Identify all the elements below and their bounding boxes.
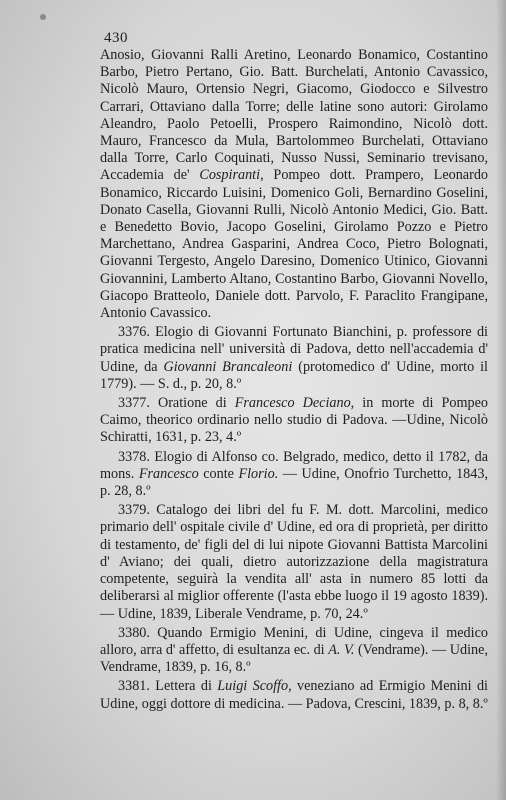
entry-text: Lettera di [149, 678, 218, 695]
continuation-text: Anosio, Giovanni Ralli Aretino, Leonardo Bonamico, Costantino Barbo, Pietro Pertano, Gio. Batt. Burchelati, Antonio Cavassico, Nicolò Mauro, Ortensio Negri, Giacomo, Giodocco e Silvestro Carrari, Ottaviano dalla Torre; delle latine sono autori: Girolamo Aleandro, Paolo Petoelli, Prospero Raimondino, Nicolò dott. Mauro, Francesco da Mula, Bartolommeo Burchelati, Ottaviano dalla Torre, Carlo Coquinati, Nusso Nussi, Seminario trevisano, Accademia de' [100, 47, 488, 184]
entry-text-after: veneziano ad Ermigio Menini di Udine, oggi dottore di medicina. — Padova, Crescini, 1839, p. 8, 8.º [100, 678, 488, 712]
entry-text: Elogio di Giovanni Fortunato Bianchini, p. professore di pratica medicina nell' università di Padova, detto nell'accademia d' Udine, da [100, 324, 488, 375]
entry-text-after: in morte di Pompeo Caimo, theorico ordinario nello studio di Padova. —Udine, Nicolò Schiratti, 1631, p. 23, 4.º [100, 395, 489, 446]
page-body [100, 47, 488, 713]
entry-author-surname: Florio. [238, 465, 279, 482]
catalog-entry-3376 [100, 324, 488, 393]
entry-author: Francesco Deciano, [234, 395, 355, 412]
continuation-paragraph [100, 47, 488, 322]
page-blemish [40, 14, 46, 20]
entry-number: 3378. [118, 448, 150, 465]
entry-number: 3376. [118, 324, 150, 341]
entry-text-mid: conte [198, 465, 239, 482]
entry-text-after: — Udine, Onofrio Turchetto, 1843, p. 28, 8.º [100, 465, 489, 500]
continuation-text-after: , Pompeo dott. Prampero, Leonardo Bonamico, Riccardo Luisini, Domenico Goli, Bernardino Goselini, Donato Casella, Giovanni Rulli, Nicolò Antonio Medici, Gio. Batt. e Benedetto Bovio, Jacopo Goselini, Girolamo Pozzo e Pietro Marchettano, Andrea Gasparini, Andrea Coco, Pietro Bolognati, Giovanni Tergesto, Angelo Daresino, Domenico Utinico, Giovanni Giovannini, Lamberto Altano, Costantino Barbo, Giovanni Novello, Giacopo Bratteolo, Daniele dott. Parvolo, F. Paraclito Frangipane, Antonio Cavassico. [100, 167, 489, 322]
entry-author: Francesco [138, 465, 199, 482]
entry-author: Luigi Scoffo, [217, 678, 292, 695]
entry-number: 3377. [118, 395, 150, 412]
entry-number: 3381. [118, 678, 150, 695]
entry-text-after: (Vendrame). — Udine, Vendrame, 1839, p. 16, 8.º [100, 641, 488, 676]
entry-text: Quando Ermigio Menini, di Udine, cingeva il medico alloro, arra d' affetto, di esultanza ec. di [100, 624, 488, 658]
entry-author: Giovanni Brancaleoni [163, 358, 293, 375]
catalog-entry-3379 [100, 502, 488, 622]
catalog-entry-3380 [100, 625, 488, 677]
entry-text: Catalogo dei libri del fu F. M. dott. Marcolini, medico primario dell' ospitale civile d' Udine, ed ora di proprietà, per diritto di testamento, de' figli del di lui nipote Giovanni Battista Marcolini d' Aviano; dei quali, dietro autorizzazione della magistratura competente, seguirà la vendita all' asta in numero 85 lotti da deliberarsi al miglior offerente (l'asta ebbe luogo il 19 agosto 1839). — Udine, 1839, Liberale Vendrame, p. 70, 24.º [100, 502, 488, 622]
entry-text: Oratione di [149, 395, 235, 412]
entry-text-after: (protomedico d' Udine, morto il 1779). — S. d., p. 20, 8.º [100, 358, 488, 392]
catalog-entry-3381 [100, 678, 488, 712]
entry-author: A. V. [328, 641, 355, 658]
entry-text: Elogio di Alfonso co. Belgrado, medico, detto il 1782, da mons. [100, 448, 488, 482]
catalog-entry-3377 [100, 395, 488, 447]
page-number: 430 [104, 30, 128, 46]
entry-number: 3379. [118, 502, 150, 519]
continuation-italic: Cospiranti [199, 167, 261, 184]
entry-number: 3380. [118, 624, 150, 641]
page-edge-shadow [496, 0, 506, 800]
catalog-entry-3378 [100, 449, 488, 501]
